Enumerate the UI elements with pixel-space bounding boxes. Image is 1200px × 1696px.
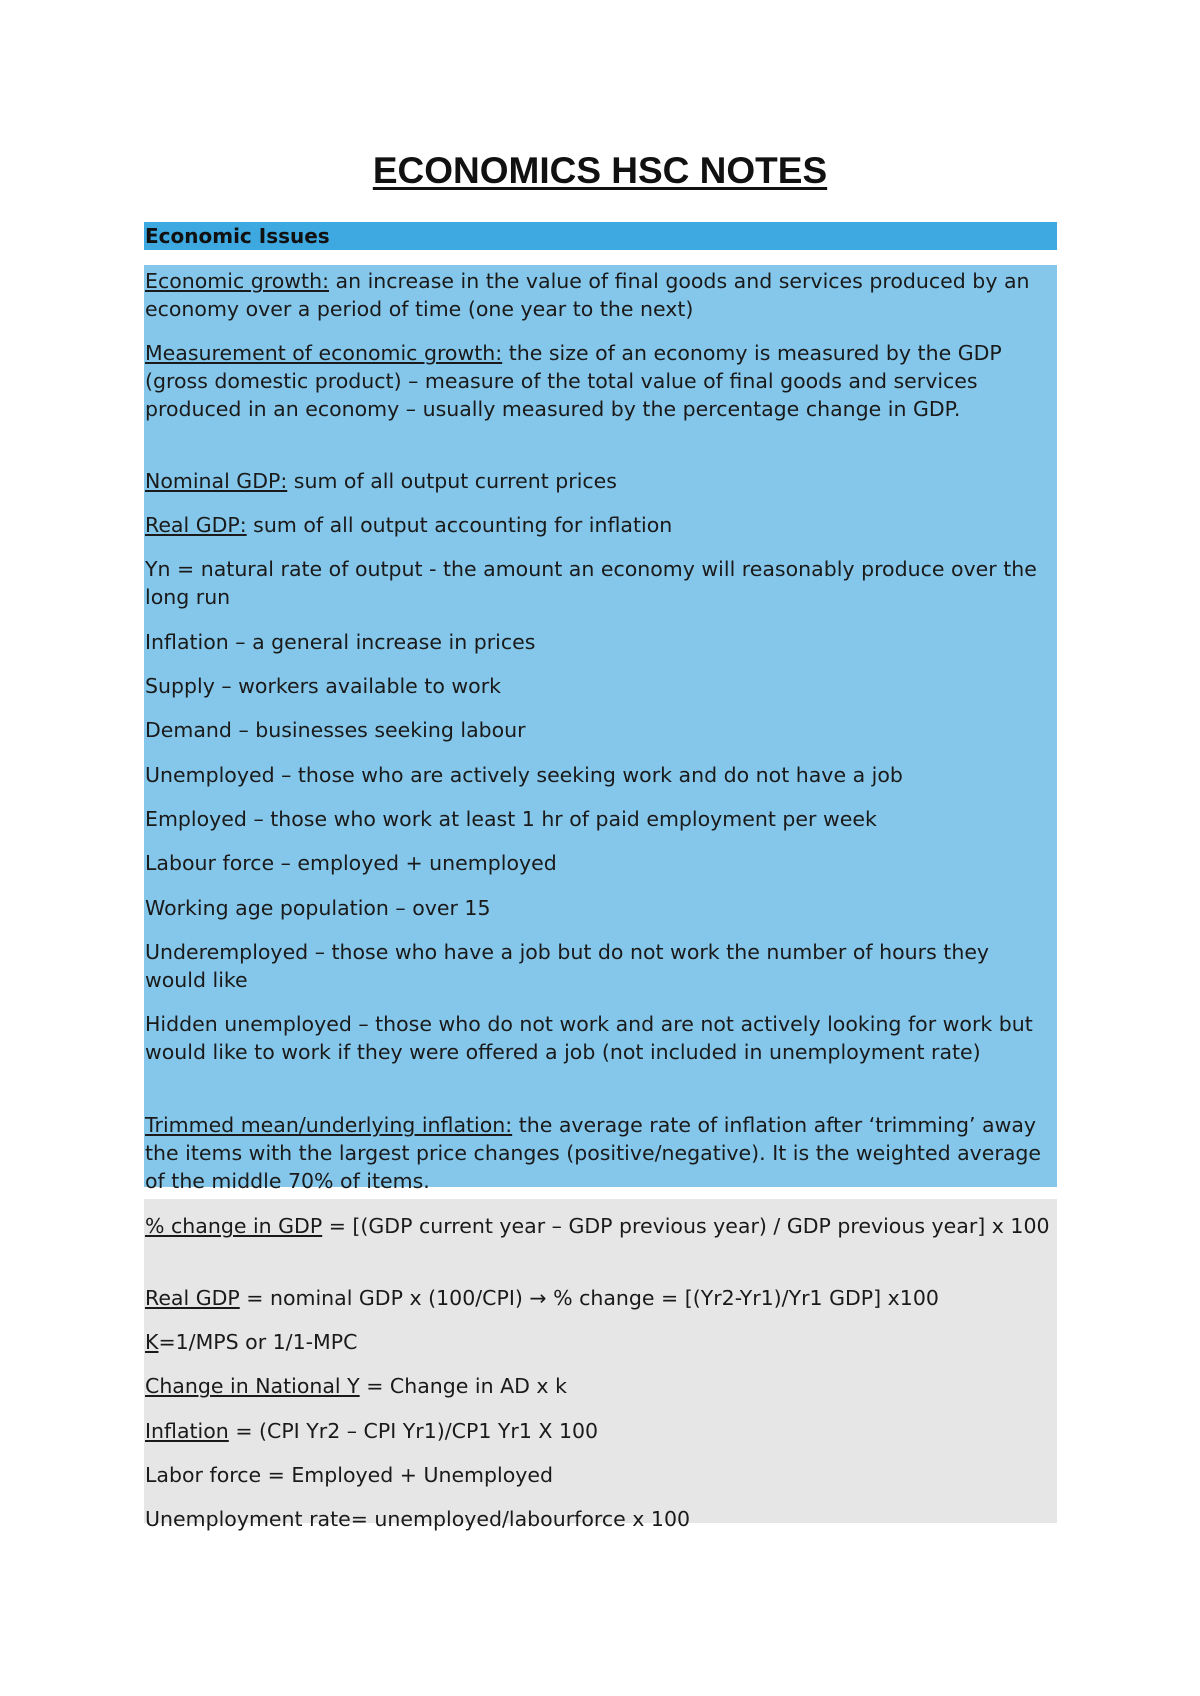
formula-gdp-change [145, 1212, 1055, 1240]
definition-term: Real GDP: [145, 513, 247, 537]
definition-term: Nominal GDP: [145, 469, 288, 493]
definition-text: Demand – businesses seeking labour [145, 718, 526, 742]
definition-trimmed-mean [145, 1111, 1055, 1195]
definition-supply [145, 672, 1055, 700]
section-header: Economic Issues [144, 222, 1057, 250]
definition-text: Yn = natural rate of output - the amount an economy will reasonably produce over the long run [145, 557, 1037, 609]
formula-text: Unemployment rate= unemployed/labourforce x 100 [145, 1507, 691, 1531]
definition-text: Working age population – over 15 [145, 896, 491, 920]
definition-text: Unemployed – those who are actively seeking work and do not have a job [145, 763, 903, 787]
formula-text: = [(GDP current year – GDP previous year) / GDP previous year] x 100 [322, 1214, 1050, 1238]
definition-text: Employed – those who work at least 1 hr of paid employment per week [145, 807, 877, 831]
formula-term: K [145, 1330, 159, 1354]
formula-unemployment-rate [145, 1505, 1055, 1533]
formula-text: Labor force = Employed + Unemployed [145, 1463, 554, 1487]
definition-term: Trimmed mean/underlying inflation: [145, 1113, 513, 1137]
definition-text: Labour force – employed + unemployed [145, 851, 557, 875]
definition-demand [145, 716, 1055, 744]
formula-term: Real GDP [145, 1286, 240, 1310]
definition-measurement [145, 339, 1055, 423]
definition-real-gdp [145, 511, 1055, 539]
definition-labour-force [145, 849, 1055, 877]
definition-text: Underemployed – those who have a job but do not work the number of hours they would like [145, 940, 990, 992]
formula-inflation [145, 1417, 1055, 1445]
definition-inflation [145, 628, 1055, 656]
definition-natural-rate [145, 555, 1055, 611]
definition-text: sum of all output accounting for inflation [246, 513, 673, 537]
definition-working-age [145, 894, 1055, 922]
definition-term: Economic growth: [145, 269, 329, 293]
formula-text: = Change in AD x k [359, 1374, 567, 1398]
definition-text: Supply – workers available to work [145, 674, 502, 698]
definition-employed [145, 805, 1055, 833]
formula-labor-force [145, 1461, 1055, 1489]
definition-text: an increase in the value of final goods and services produced by an economy over a period of time (one year to the next) [145, 269, 1030, 321]
formula-term: Inflation [145, 1419, 229, 1443]
formula-term: Change in National Y [145, 1374, 360, 1398]
definition-text: sum of all output current prices [287, 469, 617, 493]
formula-text: = (CPI Yr2 – CPI Yr1)/CP1 Yr1 X 100 [228, 1419, 599, 1443]
definition-hidden-unemployed [145, 1010, 1055, 1066]
definition-text: the size of an economy is measured by the GDP (gross domestic product) – measure of the total value of final goods and services produced in an economy – usually measured by the percentage change in GDP. [145, 341, 1002, 421]
definition-nominal-gdp [145, 467, 1055, 495]
page-title: ECONOMICS HSC NOTES [372, 150, 828, 191]
definition-term: Measurement of economic growth: [145, 341, 503, 365]
definition-unemployed [145, 761, 1055, 789]
formula-term: % change in GDP [145, 1214, 323, 1238]
formula-multiplier [145, 1328, 1055, 1356]
formula-real-gdp [145, 1284, 1055, 1312]
definition-text: Inflation – a general increase in prices [145, 630, 536, 654]
formula-text: = nominal GDP x (100/CPI) → % change = [(Yr2-Yr1)/Yr1 GDP] x100 [239, 1286, 939, 1310]
definition-economic-growth [145, 267, 1055, 323]
formula-text: =1/MPS or 1/1-MPC [158, 1330, 358, 1354]
formula-national-income [145, 1372, 1055, 1400]
definition-text: the average rate of inflation after ‘trimming’ away the items with the largest price changes (positive/negative). It is the weighted average of the middle 70% of items. [145, 1113, 1042, 1193]
definition-text: Hidden unemployed – those who do not work and are not actively looking for work but would like to work if they were offered a job (not included in unemployment rate) [145, 1012, 1033, 1064]
definition-underemployed [145, 938, 1055, 994]
